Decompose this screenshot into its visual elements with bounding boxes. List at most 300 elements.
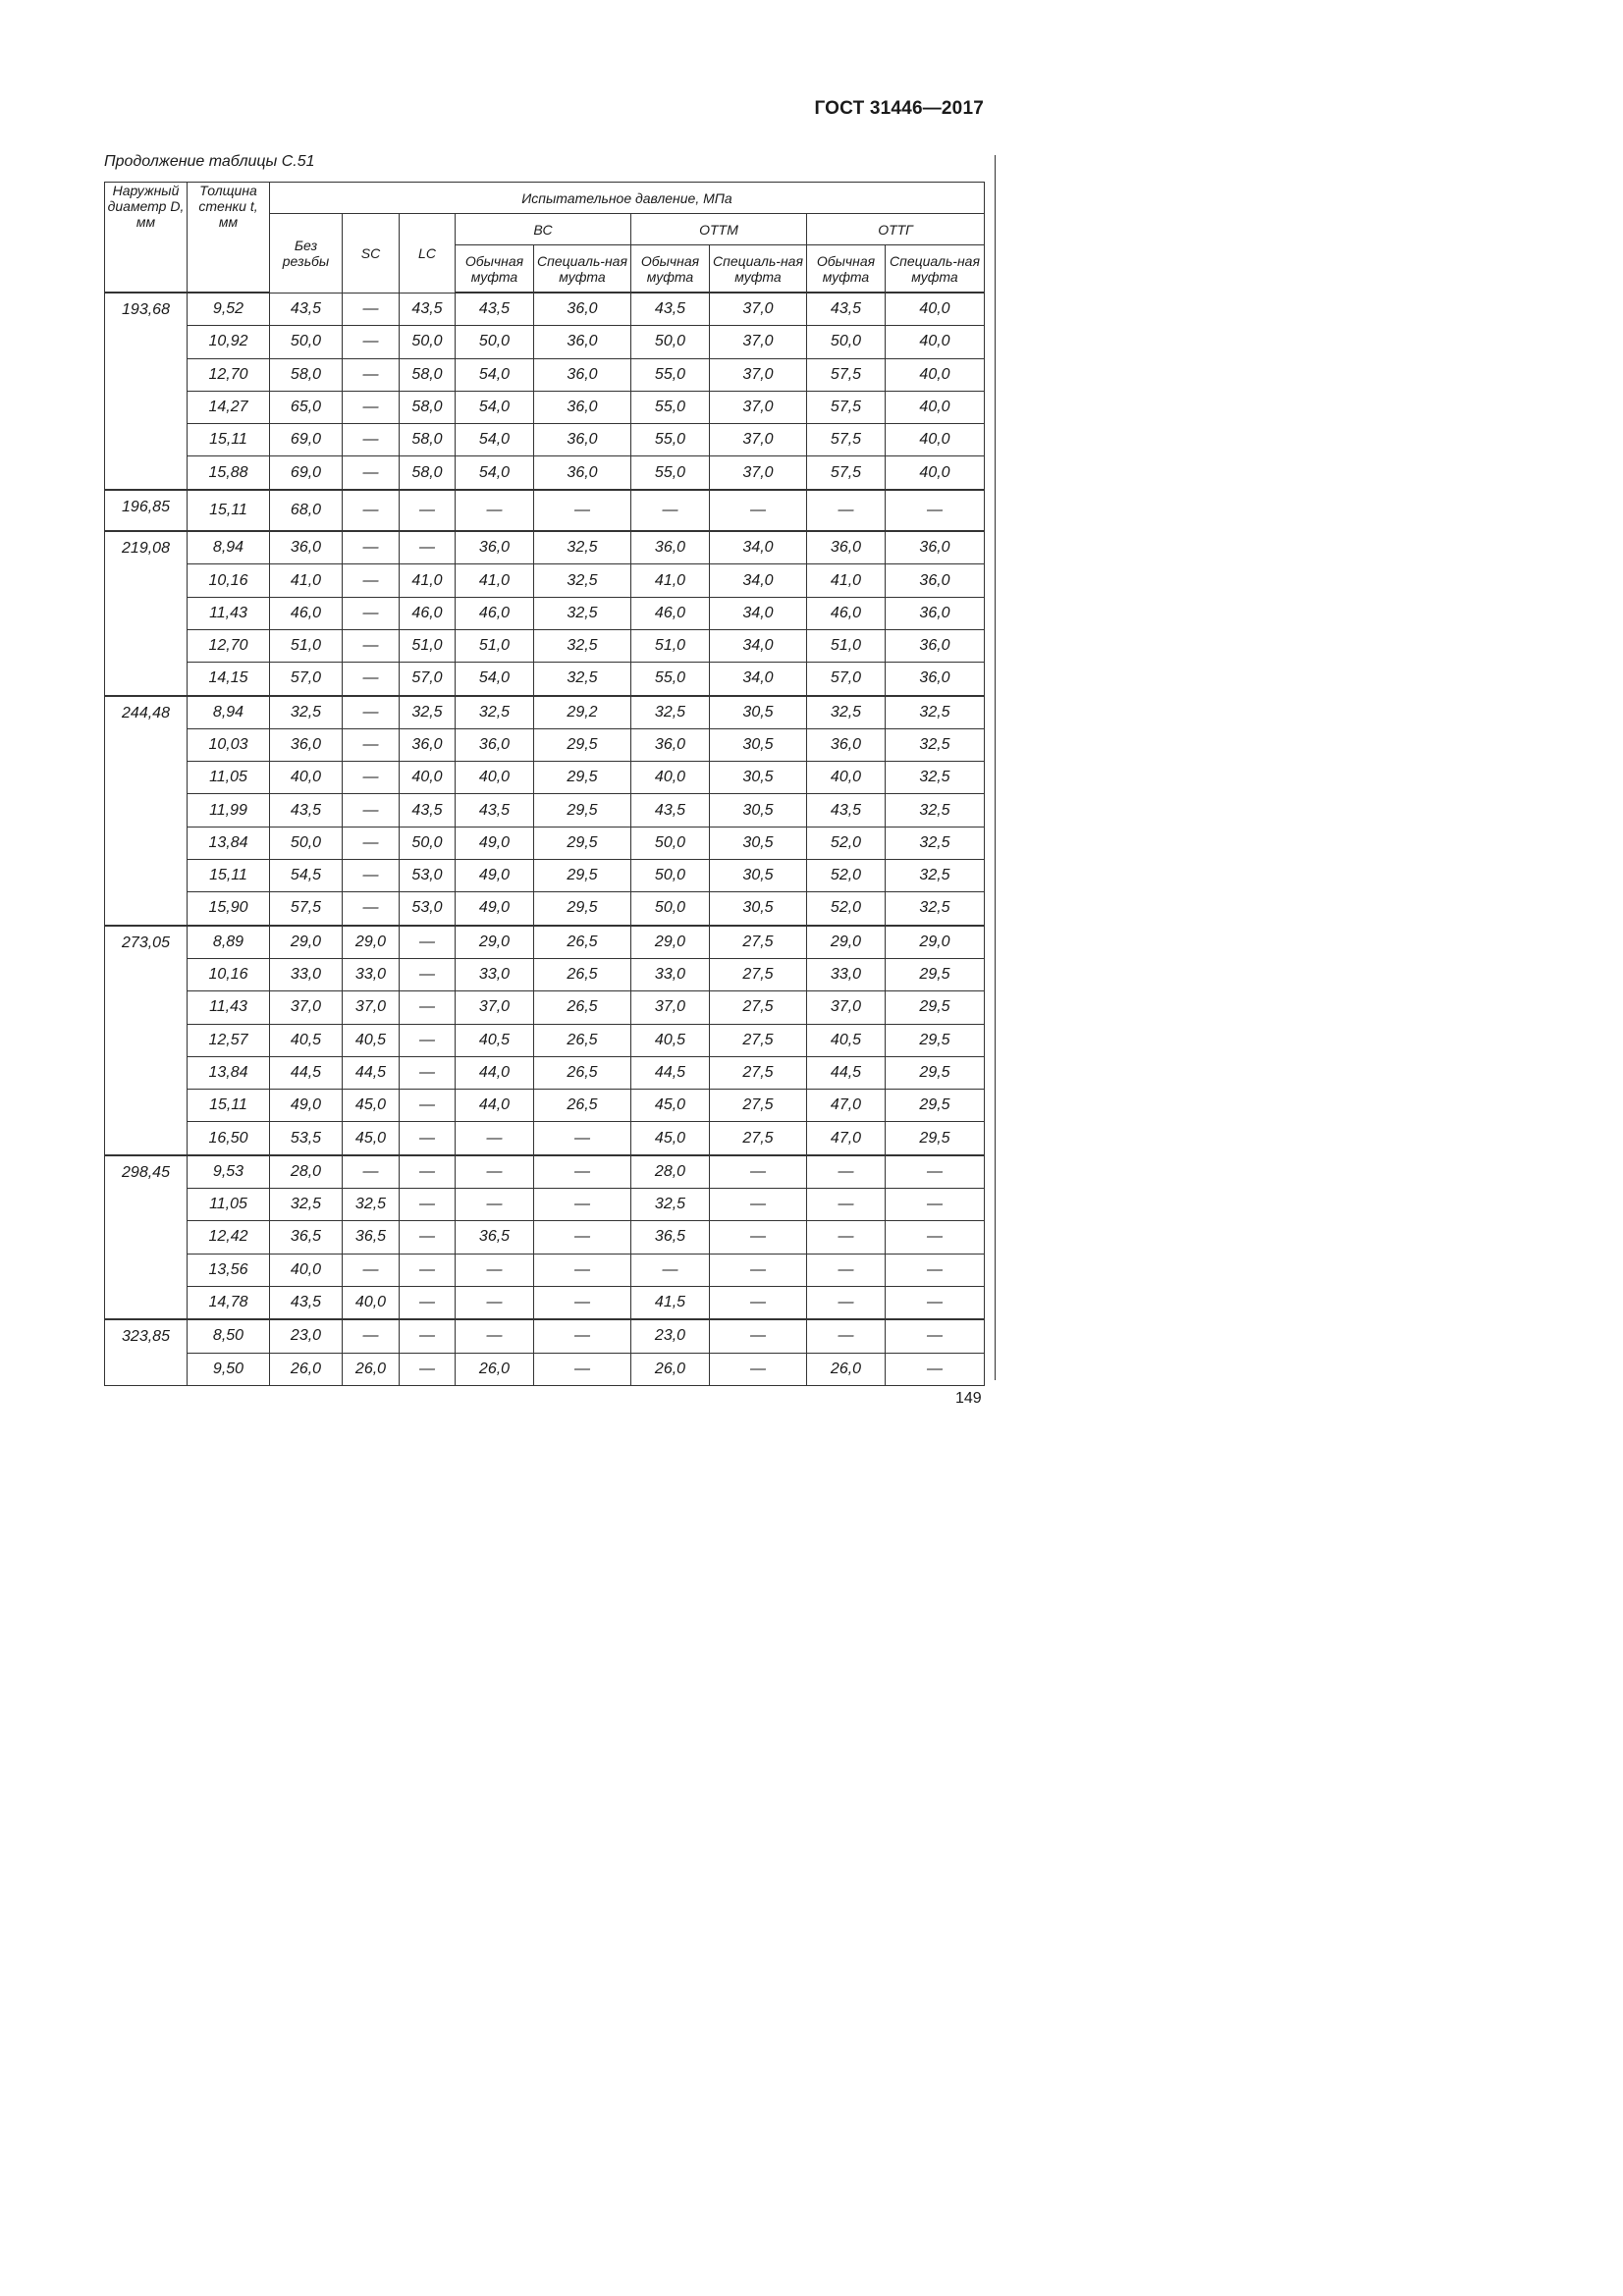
- cell-outer-diameter: 298,45: [105, 1155, 188, 1319]
- cell-pressure-value: 54,0: [456, 424, 534, 456]
- cell-pressure-value: 29,5: [534, 827, 631, 859]
- cell-pressure-value: 32,5: [886, 696, 985, 729]
- table-row: [105, 860, 985, 892]
- cell-pressure-value: 44,5: [631, 1056, 710, 1089]
- header-bc: ВС: [456, 214, 631, 245]
- cell-pressure-value: 32,5: [886, 860, 985, 892]
- cell-pressure-value: —: [534, 1286, 631, 1319]
- cell-pressure-value: 51,0: [456, 629, 534, 662]
- cell-pressure-value: —: [456, 1122, 534, 1155]
- cell-pressure-value: 41,0: [631, 564, 710, 597]
- cell-pressure-value: 50,0: [400, 827, 456, 859]
- cell-pressure-value: —: [710, 1254, 807, 1286]
- table-row: [105, 1353, 985, 1385]
- cell-wall-thickness: 15,11: [188, 860, 270, 892]
- header-wall-thickness: Толщина стенки t, мм: [188, 183, 270, 294]
- cell-pressure-value: 54,0: [456, 391, 534, 423]
- cell-wall-thickness: 13,56: [188, 1254, 270, 1286]
- table-row: [105, 794, 985, 827]
- cell-pressure-value: —: [400, 1353, 456, 1385]
- cell-pressure-value: 32,5: [631, 1189, 710, 1221]
- cell-pressure-value: —: [886, 1155, 985, 1189]
- cell-pressure-value: 49,0: [456, 860, 534, 892]
- cell-outer-diameter: 196,85: [105, 490, 188, 531]
- cell-pressure-value: 54,5: [270, 860, 343, 892]
- cell-pressure-value: 29,5: [886, 991, 985, 1024]
- table-row: [105, 1319, 985, 1353]
- cell-pressure-value: 33,0: [456, 958, 534, 990]
- cell-wall-thickness: 11,05: [188, 1189, 270, 1221]
- cell-pressure-value: 50,0: [807, 326, 886, 358]
- cell-wall-thickness: 8,94: [188, 696, 270, 729]
- cell-outer-diameter: 244,48: [105, 696, 188, 926]
- cell-pressure-value: 32,5: [534, 564, 631, 597]
- cell-pressure-value: 36,0: [631, 531, 710, 564]
- cell-wall-thickness: 12,70: [188, 358, 270, 391]
- cell-pressure-value: 29,5: [886, 958, 985, 990]
- cell-pressure-value: —: [710, 1221, 807, 1254]
- cell-pressure-value: 37,0: [456, 991, 534, 1024]
- cell-pressure-value: 29,5: [886, 1024, 985, 1056]
- header-ottm-special: Специаль-ная муфта: [710, 245, 807, 294]
- cell-pressure-value: 50,0: [631, 860, 710, 892]
- margin-rule: [995, 155, 996, 1380]
- cell-pressure-value: 23,0: [270, 1319, 343, 1353]
- cell-pressure-value: 53,0: [400, 860, 456, 892]
- cell-pressure-value: —: [400, 1254, 456, 1286]
- header-lc: LC: [400, 214, 456, 294]
- cell-pressure-value: —: [534, 1353, 631, 1385]
- cell-pressure-value: —: [343, 293, 400, 326]
- cell-pressure-value: 40,0: [400, 762, 456, 794]
- cell-pressure-value: 46,0: [631, 597, 710, 629]
- header-ottm: ОТТМ: [631, 214, 807, 245]
- cell-pressure-value: 36,5: [456, 1221, 534, 1254]
- cell-pressure-value: 55,0: [631, 424, 710, 456]
- cell-pressure-value: 37,0: [343, 991, 400, 1024]
- table-row: [105, 293, 985, 326]
- table-row: [105, 1286, 985, 1319]
- cell-pressure-value: —: [456, 490, 534, 531]
- cell-pressure-value: —: [534, 1155, 631, 1189]
- cell-pressure-value: 47,0: [807, 1122, 886, 1155]
- table-row: [105, 564, 985, 597]
- cell-pressure-value: 47,0: [807, 1090, 886, 1122]
- cell-pressure-value: 32,5: [886, 827, 985, 859]
- cell-pressure-value: 37,0: [710, 293, 807, 326]
- cell-pressure-value: 29,0: [270, 926, 343, 959]
- table-row: [105, 1090, 985, 1122]
- table-row: [105, 1056, 985, 1089]
- cell-pressure-value: 29,5: [886, 1090, 985, 1122]
- cell-pressure-value: 50,0: [631, 892, 710, 926]
- cell-wall-thickness: 10,92: [188, 326, 270, 358]
- cell-pressure-value: 40,0: [886, 456, 985, 490]
- cell-pressure-value: 29,5: [534, 860, 631, 892]
- cell-pressure-value: —: [807, 490, 886, 531]
- cell-pressure-value: 40,0: [343, 1286, 400, 1319]
- cell-pressure-value: 32,5: [343, 1189, 400, 1221]
- cell-pressure-value: 45,0: [631, 1090, 710, 1122]
- cell-pressure-value: 37,0: [270, 991, 343, 1024]
- cell-pressure-value: 50,0: [400, 326, 456, 358]
- cell-pressure-value: 45,0: [343, 1122, 400, 1155]
- cell-wall-thickness: 9,53: [188, 1155, 270, 1189]
- cell-pressure-value: 32,5: [534, 597, 631, 629]
- cell-pressure-value: 65,0: [270, 391, 343, 423]
- cell-pressure-value: 26,0: [456, 1353, 534, 1385]
- cell-pressure-value: 36,0: [534, 358, 631, 391]
- table-row: [105, 926, 985, 959]
- cell-pressure-value: 36,0: [807, 531, 886, 564]
- cell-pressure-value: 58,0: [400, 391, 456, 423]
- cell-pressure-value: 36,0: [886, 531, 985, 564]
- cell-pressure-value: 50,0: [631, 827, 710, 859]
- table-row: [105, 629, 985, 662]
- cell-pressure-value: —: [343, 1254, 400, 1286]
- cell-pressure-value: 49,0: [456, 892, 534, 926]
- cell-pressure-value: 26,0: [343, 1353, 400, 1385]
- cell-pressure-value: 26,0: [807, 1353, 886, 1385]
- cell-pressure-value: 40,5: [631, 1024, 710, 1056]
- cell-pressure-value: 52,0: [807, 860, 886, 892]
- cell-pressure-value: —: [534, 1122, 631, 1155]
- cell-pressure-value: —: [343, 794, 400, 827]
- cell-wall-thickness: 8,89: [188, 926, 270, 959]
- cell-pressure-value: 57,5: [807, 358, 886, 391]
- cell-wall-thickness: 14,78: [188, 1286, 270, 1319]
- table-row: [105, 696, 985, 729]
- cell-pressure-value: 26,5: [534, 926, 631, 959]
- table-row: [105, 728, 985, 761]
- cell-pressure-value: 29,5: [534, 794, 631, 827]
- cell-pressure-value: 37,0: [807, 991, 886, 1024]
- table-row: [105, 490, 985, 531]
- cell-pressure-value: 33,0: [631, 958, 710, 990]
- cell-pressure-value: 30,5: [710, 827, 807, 859]
- cell-pressure-value: 57,5: [270, 892, 343, 926]
- table-row: [105, 1024, 985, 1056]
- header-ottg-special: Специаль-ная муфта: [886, 245, 985, 294]
- cell-pressure-value: 27,5: [710, 991, 807, 1024]
- cell-pressure-value: —: [631, 1254, 710, 1286]
- cell-pressure-value: 27,5: [710, 958, 807, 990]
- cell-pressure-value: 36,0: [534, 293, 631, 326]
- table-row: [105, 663, 985, 696]
- cell-pressure-value: 40,0: [886, 326, 985, 358]
- cell-pressure-value: 40,0: [886, 424, 985, 456]
- cell-pressure-value: —: [534, 1189, 631, 1221]
- page-number: 149: [955, 1390, 982, 1407]
- cell-pressure-value: 57,0: [400, 663, 456, 696]
- cell-pressure-value: 36,0: [534, 326, 631, 358]
- table-row: [105, 1122, 985, 1155]
- cell-pressure-value: —: [886, 1254, 985, 1286]
- table-row: [105, 1189, 985, 1221]
- cell-pressure-value: —: [456, 1286, 534, 1319]
- cell-pressure-value: 32,5: [456, 696, 534, 729]
- cell-pressure-value: —: [534, 1319, 631, 1353]
- cell-pressure-value: —: [400, 1122, 456, 1155]
- cell-wall-thickness: 11,05: [188, 762, 270, 794]
- cell-pressure-value: —: [400, 1056, 456, 1089]
- cell-pressure-value: 44,0: [456, 1090, 534, 1122]
- cell-pressure-value: 34,0: [710, 629, 807, 662]
- cell-pressure-value: 40,0: [631, 762, 710, 794]
- cell-pressure-value: 30,5: [710, 892, 807, 926]
- cell-pressure-value: —: [400, 531, 456, 564]
- cell-pressure-value: 32,5: [534, 663, 631, 696]
- cell-pressure-value: 32,5: [534, 629, 631, 662]
- cell-wall-thickness: 13,84: [188, 1056, 270, 1089]
- cell-pressure-value: —: [886, 1221, 985, 1254]
- cell-pressure-value: 50,0: [456, 326, 534, 358]
- table-row: [105, 1221, 985, 1254]
- cell-pressure-value: 32,5: [886, 728, 985, 761]
- cell-pressure-value: 52,0: [807, 892, 886, 926]
- cell-pressure-value: 29,5: [534, 728, 631, 761]
- cell-pressure-value: —: [343, 1319, 400, 1353]
- cell-pressure-value: —: [343, 358, 400, 391]
- cell-pressure-value: 28,0: [631, 1155, 710, 1189]
- cell-pressure-value: —: [400, 1155, 456, 1189]
- cell-pressure-value: 36,5: [343, 1221, 400, 1254]
- cell-pressure-value: 58,0: [400, 358, 456, 391]
- cell-pressure-value: 46,0: [270, 597, 343, 629]
- cell-pressure-value: —: [886, 1353, 985, 1385]
- cell-pressure-value: 33,0: [343, 958, 400, 990]
- cell-pressure-value: —: [456, 1319, 534, 1353]
- cell-pressure-value: 58,0: [270, 358, 343, 391]
- cell-pressure-value: 33,0: [270, 958, 343, 990]
- cell-pressure-value: —: [400, 991, 456, 1024]
- table-row: [105, 1254, 985, 1286]
- cell-pressure-value: 58,0: [400, 456, 456, 490]
- cell-pressure-value: —: [807, 1221, 886, 1254]
- header-bc-regular: Обычная муфта: [456, 245, 534, 294]
- cell-pressure-value: 34,0: [710, 531, 807, 564]
- cell-pressure-value: 36,5: [631, 1221, 710, 1254]
- cell-pressure-value: 32,5: [400, 696, 456, 729]
- cell-pressure-value: —: [400, 1090, 456, 1122]
- cell-wall-thickness: 15,88: [188, 456, 270, 490]
- cell-pressure-value: —: [343, 456, 400, 490]
- header-ottg-regular: Обычная муфта: [807, 245, 886, 294]
- cell-pressure-value: —: [400, 1286, 456, 1319]
- cell-pressure-value: 43,5: [631, 293, 710, 326]
- cell-pressure-value: —: [343, 1155, 400, 1189]
- table-row: [105, 762, 985, 794]
- table-row: [105, 892, 985, 926]
- cell-pressure-value: —: [400, 490, 456, 531]
- cell-wall-thickness: 12,42: [188, 1221, 270, 1254]
- cell-pressure-value: 44,5: [343, 1056, 400, 1089]
- cell-pressure-value: 40,5: [456, 1024, 534, 1056]
- table-header: [105, 183, 985, 294]
- cell-pressure-value: 43,5: [400, 794, 456, 827]
- cell-pressure-value: 54,0: [456, 663, 534, 696]
- cell-pressure-value: 23,0: [631, 1319, 710, 1353]
- cell-pressure-value: 26,5: [534, 1024, 631, 1056]
- pressure-table: [104, 182, 985, 1386]
- table-row: [105, 827, 985, 859]
- cell-pressure-value: 57,5: [807, 424, 886, 456]
- cell-pressure-value: —: [807, 1189, 886, 1221]
- cell-wall-thickness: 15,90: [188, 892, 270, 926]
- cell-pressure-value: 37,0: [710, 326, 807, 358]
- cell-pressure-value: 27,5: [710, 1056, 807, 1089]
- cell-pressure-value: 40,0: [456, 762, 534, 794]
- cell-pressure-value: —: [631, 490, 710, 531]
- cell-wall-thickness: 8,94: [188, 531, 270, 564]
- cell-pressure-value: 43,5: [270, 1286, 343, 1319]
- table-row: [105, 958, 985, 990]
- cell-pressure-value: —: [343, 391, 400, 423]
- cell-pressure-value: 29,0: [631, 926, 710, 959]
- cell-pressure-value: —: [807, 1155, 886, 1189]
- cell-pressure-value: 37,0: [710, 391, 807, 423]
- cell-pressure-value: —: [886, 1286, 985, 1319]
- table-row: [105, 1155, 985, 1189]
- cell-pressure-value: 40,5: [270, 1024, 343, 1056]
- cell-pressure-value: 45,0: [343, 1090, 400, 1122]
- cell-pressure-value: —: [400, 926, 456, 959]
- cell-wall-thickness: 12,70: [188, 629, 270, 662]
- cell-wall-thickness: 10,16: [188, 564, 270, 597]
- cell-pressure-value: 53,0: [400, 892, 456, 926]
- cell-pressure-value: 29,0: [886, 926, 985, 959]
- cell-wall-thickness: 14,27: [188, 391, 270, 423]
- cell-pressure-value: 41,0: [807, 564, 886, 597]
- cell-pressure-value: —: [343, 762, 400, 794]
- table-row: [105, 531, 985, 564]
- cell-pressure-value: 30,5: [710, 728, 807, 761]
- header-outer-diameter: Наружный диаметр D, мм: [105, 183, 188, 294]
- cell-pressure-value: 32,5: [886, 762, 985, 794]
- cell-pressure-value: 30,5: [710, 794, 807, 827]
- cell-pressure-value: 30,5: [710, 762, 807, 794]
- cell-pressure-value: —: [400, 1024, 456, 1056]
- cell-pressure-value: 29,0: [343, 926, 400, 959]
- cell-pressure-value: 30,5: [710, 860, 807, 892]
- cell-pressure-value: 55,0: [631, 456, 710, 490]
- cell-pressure-value: 57,5: [807, 456, 886, 490]
- cell-pressure-value: 36,0: [807, 728, 886, 761]
- cell-pressure-value: 36,0: [886, 597, 985, 629]
- cell-pressure-value: 36,0: [534, 391, 631, 423]
- cell-pressure-value: 36,0: [270, 531, 343, 564]
- cell-pressure-value: 44,5: [807, 1056, 886, 1089]
- cell-pressure-value: 51,0: [807, 629, 886, 662]
- cell-pressure-value: —: [534, 490, 631, 531]
- cell-pressure-value: —: [886, 490, 985, 531]
- cell-pressure-value: 33,0: [807, 958, 886, 990]
- cell-pressure-value: 36,0: [534, 424, 631, 456]
- cell-wall-thickness: 15,11: [188, 490, 270, 531]
- table-body: [105, 293, 985, 1385]
- table-row: [105, 597, 985, 629]
- cell-pressure-value: —: [343, 564, 400, 597]
- cell-pressure-value: —: [343, 597, 400, 629]
- cell-pressure-value: —: [400, 1319, 456, 1353]
- cell-pressure-value: 41,5: [631, 1286, 710, 1319]
- cell-pressure-value: 55,0: [631, 663, 710, 696]
- cell-pressure-value: —: [343, 696, 400, 729]
- cell-pressure-value: —: [343, 424, 400, 456]
- cell-pressure-value: —: [807, 1254, 886, 1286]
- cell-pressure-value: 50,0: [270, 326, 343, 358]
- table-row: [105, 424, 985, 456]
- cell-pressure-value: 40,5: [343, 1024, 400, 1056]
- cell-pressure-value: 41,0: [270, 564, 343, 597]
- cell-pressure-value: 36,0: [886, 564, 985, 597]
- cell-outer-diameter: 219,08: [105, 531, 188, 695]
- cell-pressure-value: 29,5: [886, 1056, 985, 1089]
- cell-pressure-value: 26,0: [631, 1353, 710, 1385]
- cell-pressure-value: 43,5: [807, 794, 886, 827]
- cell-pressure-value: 51,0: [270, 629, 343, 662]
- cell-pressure-value: 54,0: [456, 358, 534, 391]
- cell-pressure-value: 43,5: [631, 794, 710, 827]
- cell-pressure-value: 46,0: [807, 597, 886, 629]
- cell-pressure-value: 44,0: [456, 1056, 534, 1089]
- cell-pressure-value: 37,0: [710, 456, 807, 490]
- cell-pressure-value: 43,5: [270, 293, 343, 326]
- cell-pressure-value: 27,5: [710, 926, 807, 959]
- cell-pressure-value: 41,0: [400, 564, 456, 597]
- cell-pressure-value: —: [534, 1254, 631, 1286]
- cell-pressure-value: 43,5: [270, 794, 343, 827]
- cell-pressure-value: 43,5: [456, 293, 534, 326]
- cell-pressure-value: 29,5: [886, 1122, 985, 1155]
- cell-pressure-value: 26,5: [534, 1056, 631, 1089]
- cell-pressure-value: 52,0: [807, 827, 886, 859]
- cell-pressure-value: 36,0: [456, 728, 534, 761]
- cell-pressure-value: 29,5: [534, 892, 631, 926]
- cell-pressure-value: —: [710, 1155, 807, 1189]
- cell-outer-diameter: 273,05: [105, 926, 188, 1155]
- header-test-pressure: Испытательное давление, МПа: [270, 183, 985, 214]
- cell-pressure-value: 43,5: [400, 293, 456, 326]
- cell-pressure-value: —: [343, 827, 400, 859]
- cell-pressure-value: —: [710, 1353, 807, 1385]
- cell-pressure-value: 26,5: [534, 958, 631, 990]
- cell-pressure-value: 32,5: [631, 696, 710, 729]
- cell-wall-thickness: 11,43: [188, 597, 270, 629]
- cell-pressure-value: 34,0: [710, 663, 807, 696]
- cell-pressure-value: 36,0: [886, 663, 985, 696]
- cell-pressure-value: 34,0: [710, 564, 807, 597]
- cell-wall-thickness: 8,50: [188, 1319, 270, 1353]
- cell-pressure-value: —: [343, 531, 400, 564]
- cell-pressure-value: 45,0: [631, 1122, 710, 1155]
- cell-pressure-value: 27,5: [710, 1090, 807, 1122]
- cell-pressure-value: 26,5: [534, 991, 631, 1024]
- cell-wall-thickness: 10,16: [188, 958, 270, 990]
- header-no-thread: Без резьбы: [270, 214, 343, 294]
- cell-outer-diameter: 193,68: [105, 293, 188, 490]
- cell-pressure-value: 40,0: [270, 762, 343, 794]
- cell-pressure-value: 68,0: [270, 490, 343, 531]
- cell-pressure-value: 29,5: [534, 762, 631, 794]
- cell-wall-thickness: 14,15: [188, 663, 270, 696]
- cell-outer-diameter: 323,85: [105, 1319, 188, 1385]
- cell-pressure-value: 55,0: [631, 391, 710, 423]
- cell-pressure-value: 32,5: [807, 696, 886, 729]
- cell-pressure-value: —: [400, 958, 456, 990]
- cell-pressure-value: 46,0: [456, 597, 534, 629]
- cell-pressure-value: 57,5: [807, 391, 886, 423]
